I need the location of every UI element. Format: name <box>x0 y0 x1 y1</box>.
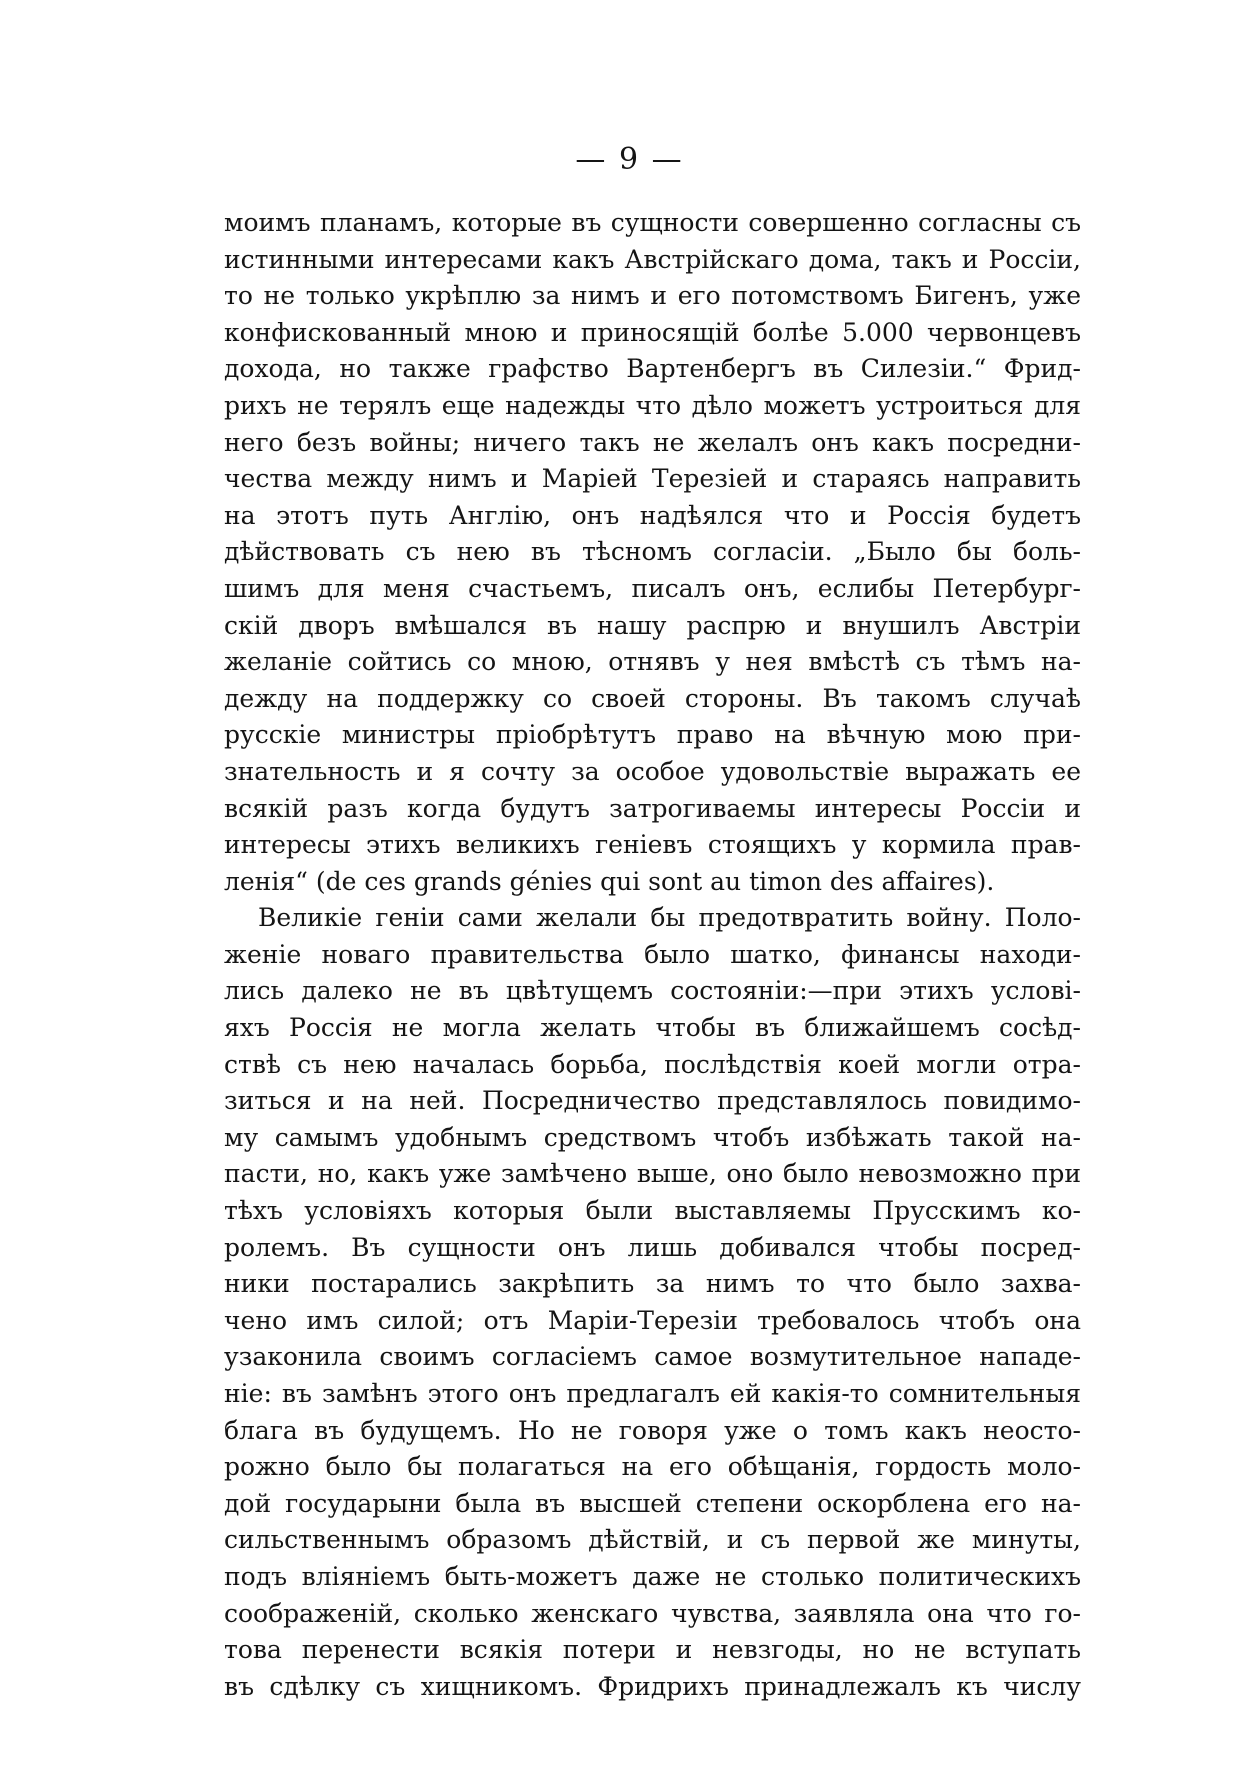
text-line: яхъ Россія не могла желать чтобы въ ближайшемъ сосѣд- <box>224 1013 1081 1043</box>
text-line: ніе: въ замѣнъ этого онъ предлагалъ ей какія-то сомнительныя <box>224 1379 1081 1408</box>
text-line: сильственнымъ образомъ дѣйствій, и съ первой же минуты, <box>224 1525 1081 1555</box>
text-line: подъ вліяніемъ быть-можетъ даже не столько политическихъ <box>224 1561 1081 1591</box>
text-line: чено имъ силой; отъ Маріи-Терезіи требовалось чтобъ она <box>224 1305 1081 1335</box>
text-line: рихъ не терялъ еще надежды что дѣло можетъ устроиться для <box>224 390 1081 420</box>
text-line: конфискованный мною и приносящій болѣе 5.000 червонцевъ <box>224 317 1081 347</box>
text-line: ролемъ. Въ сущности онъ лишь добивался чтобы посред- <box>224 1232 1081 1262</box>
text-line: тѣхъ условіяхъ которыя были выставляемы Прусскимъ ко- <box>224 1196 1081 1226</box>
text-line: то не только укрѣплю за нимъ и его потомствомъ Бигенъ, уже <box>224 281 1081 311</box>
text-line: шимъ для меня счастьемъ, писалъ онъ, еслибы Петербург- <box>224 573 1081 603</box>
text-line: дой государыни была въ высшей степени оскорблена его на- <box>224 1488 1081 1518</box>
text-line: зиться и на ней. Посредничество представлялось повидимо- <box>224 1086 1081 1116</box>
text-line: ленія“ (de ces grands génies qui sont au timon des affaires). <box>224 866 995 896</box>
text-line: рожно было бы полагаться на его обѣщанія, гордость моло- <box>224 1452 1081 1482</box>
text-line: блага въ будущемъ. Но не говоря уже о томъ какъ неосто- <box>224 1415 1081 1445</box>
text-line: скій дворъ вмѣшался въ нашу распрю и внушилъ Австріи <box>224 610 1081 640</box>
text-line: дохода, но также графство Вартенбергъ въ Силезіи.“ Фрид- <box>224 354 1081 384</box>
text-line: узаконила своимъ согласіемъ самое возмутительное нападе- <box>224 1342 1081 1372</box>
text-line: дежду на поддержку со своей стороны. Въ такомъ случаѣ <box>224 683 1081 713</box>
text-line: чества между нимъ и Маріей Терезіей и стараясь направить <box>224 464 1081 494</box>
text-line: русскіе министры пріобрѣтутъ право на вѣчную мою при- <box>224 720 1081 750</box>
text-line: знательность и я сочту за особое удовольствіе выражать ее <box>224 756 1081 786</box>
body-text <box>224 205 1081 1705</box>
text-line: моимъ планамъ, которые въ сущности совершенно согласны съ <box>224 208 1081 237</box>
text-line: желаніе сойтись со мною, отнявъ у нея вмѣстѣ съ тѣмъ на- <box>224 647 1081 677</box>
paragraph-2 <box>224 900 1081 1705</box>
text-line: истинными интересами какъ Австрійскаго дома, такъ и Россіи, <box>224 244 1081 274</box>
text-line: женіе новаго правительства было шатко, финансы находи- <box>224 939 1081 969</box>
text-line: въ сдѣлку съ хищникомъ. Фридрихъ принадлежалъ къ числу <box>224 1671 1081 1701</box>
text-line: на этотъ путь Англію, онъ надѣялся что и Россія будетъ <box>224 500 1081 530</box>
text-line: му самымъ удобнымъ средствомъ чтобъ избѣжать такой на- <box>224 1122 1081 1152</box>
text-line: дѣйствовать съ нею въ тѣсномъ согласіи. „Было бы боль- <box>224 537 1081 567</box>
text-line: ники постарались закрѣпить за нимъ то что было захва- <box>224 1269 1081 1299</box>
text-line: Великіе геніи сами желали бы предотвратить войну. Поло- <box>258 903 1081 933</box>
text-line: интересы этихъ великихъ геніевъ стоящихъ у кормила прав- <box>224 830 1081 860</box>
text-line: соображеній, сколько женскаго чувства, заявляла она что го- <box>224 1598 1081 1628</box>
page-number: — 9 — <box>575 142 684 177</box>
text-line: всякій разъ когда будутъ затрогиваемы интересы Россіи и <box>224 793 1081 823</box>
text-line: пасти, но, какъ уже замѣчено выше, оно было невозможно при <box>224 1159 1081 1189</box>
text-line: него безъ войны; ничего такъ не желалъ онъ какъ посредни- <box>224 427 1081 457</box>
text-line: ствѣ съ нею началась борьба, послѣдствія коей могли отра- <box>224 1049 1081 1079</box>
text-line: лись далеко не въ цвѣтущемъ состояніи:—при этихъ услові- <box>224 976 1081 1006</box>
text-line: това перенести всякія потери и невзгоды, но не вступать <box>224 1635 1081 1665</box>
paragraph-1 <box>224 205 1081 900</box>
